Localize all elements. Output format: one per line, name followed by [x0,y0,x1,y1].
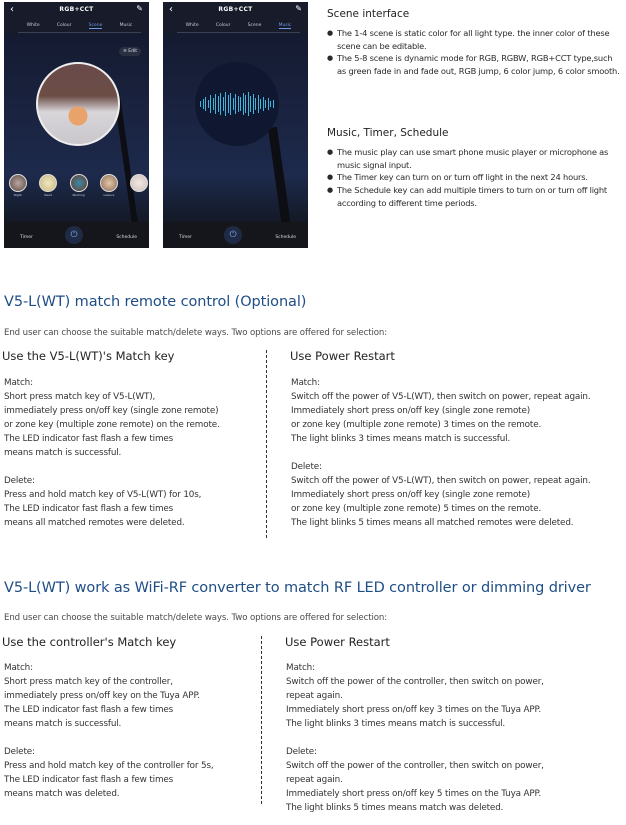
schedule-button[interactable]: Schedule [275,235,296,240]
music-visualizer [195,62,279,146]
match-label: Match: [4,663,33,673]
text-line: or zone key (multiple zone remote) on the remote. [4,420,220,430]
bullet-text: The Schedule key can add multiple timers to turn on or turn off light according to different time periods. [337,185,607,208]
text-line: The light blinks 5 times means all matched remotes were deleted. [291,518,574,528]
pencil-icon[interactable]: ✎ [136,4,143,13]
back-icon[interactable]: ‹ [169,4,173,15]
tab-colour[interactable]: Colour [215,23,231,28]
tab-white[interactable]: White [185,23,199,28]
phone-screenshot-scene [4,2,149,248]
text-line: repeat again. [286,775,343,785]
scene-label: Night [13,193,22,197]
bullet-icon: ● [327,148,334,156]
bullet-item [327,184,623,209]
section-title: V5-L(WT) match remote control (Optional) [4,294,307,310]
text-line: means match is successful. [4,448,122,458]
tab-music[interactable]: Music [278,23,292,28]
text-line: or zone key (multiple zone remote) 5 times on the remote. [291,504,542,514]
match-label: Match: [4,378,33,388]
left-column-text [4,376,264,530]
waveform-bar [263,97,264,111]
phone-title: RGB+CCT [218,6,253,13]
waveform-bar [205,97,206,111]
waveform-bar [255,98,256,110]
power-icon[interactable]: ⏻ [224,226,242,244]
waveform-bar [265,100,266,108]
delete-label: Delete: [291,462,322,472]
waveform-bar [228,95,229,113]
scene-photo [36,62,120,146]
tab-scene[interactable]: Scene [247,23,262,28]
edit-button[interactable] [119,47,141,56]
back-icon[interactable]: ‹ [10,4,14,15]
section-title: V5-L(WT) work as WiFi-RF converter to match RF LED controller or dimming driver [4,580,591,596]
scene-item[interactable] [8,174,27,197]
waveform-bar [220,93,221,115]
waveform-bar [200,101,201,107]
waveform-bar [243,93,244,115]
section-intro: End user can choose the suitable match/delete ways. Two options are offered for selection: [4,613,388,623]
waveform-bar [230,93,231,115]
bullet-item [327,52,623,77]
timer-button[interactable]: Timer [20,235,33,240]
delete-label: Delete: [4,476,35,486]
text-line: The LED indicator fast flash a few times [4,504,174,514]
bullet-icon: ● [327,29,334,37]
right-column-text [286,661,622,815]
waveform-bar [258,95,259,113]
text-line: Short press match key of V5-L(WT), [4,392,156,402]
text-line: repeat again. [286,691,343,701]
text-line: Immediately short press on/off key (single zone remote) [291,406,531,416]
waveform-bar [225,92,226,116]
left-column-text [4,661,259,801]
bullet-item [327,171,623,184]
phone-title: RGB+CCT [59,6,94,13]
scene-item[interactable] [99,174,118,197]
bullet-item [327,27,623,52]
text-line: The light blinks 3 times means match is successful. [291,434,511,444]
text-line: means all matched remotes were deleted. [4,518,185,528]
text-line: Immediately short press on/off key 5 times on the Tuya APP. [286,789,541,799]
pencil-icon[interactable]: ✎ [295,4,302,13]
text-line: Short press match key of the controller, [4,677,173,687]
text-line: immediately press on/off key (single zone remote) [4,406,219,416]
music-waveform [195,92,279,116]
text-line: The LED indicator fast flash a few times [4,705,174,715]
scene-item[interactable] [130,174,149,197]
waveform-bar [218,96,219,112]
bullet-text: The 5-8 scene is dynamic mode for RGB, RGBW, RGB+CCT type,such as green fade in and fade out, RGB jump, 6 color jump, 6 color smooth. [337,53,620,76]
scene-label: Working [72,193,85,197]
waveform-bar [240,97,241,111]
tab-scene[interactable]: Scene [88,23,103,28]
scene-item[interactable] [69,174,88,197]
waveform-bar [223,97,224,111]
scene-label: Read [44,193,52,197]
phone-tabs [177,23,300,33]
text-line: Switch off the power of V5-L(WT), then switch on power, repeat again. [291,392,591,402]
text-line: immediately press on/off key on the Tuya APP. [4,691,200,701]
match-label: Match: [286,663,315,673]
waveform-bar [253,94,254,114]
tab-white[interactable]: White [26,23,40,28]
delete-label: Delete: [286,747,317,757]
waveform-bar [213,98,214,110]
right-column-heading: Use Power Restart [285,635,390,649]
bullet-text: The 1-4 scene is static color for all light type. the inner color of these scene can be editable. [337,28,610,51]
waveform-bar [270,101,271,107]
text-line: Switch off the power of the controller, then switch on power, [286,677,544,687]
tab-music[interactable]: Music [119,23,133,28]
scene-interface-block [327,8,623,77]
scene-item[interactable] [38,174,57,197]
waveform-bar [215,94,216,114]
scene-list [8,174,149,197]
bullet-text: The Timer key can turn on or turn off light in the next 24 hours. [337,172,588,182]
phone-screenshot-music [163,2,308,248]
waveform-bar [208,100,209,108]
text-line: Switch off the power of the controller, then switch on power, [286,761,544,771]
text-line: means match is successful. [4,719,122,729]
delete-label: Delete: [4,747,35,757]
bullet-text: The music play can use smart phone music player or microphone as music signal input. [337,147,609,170]
edit-label: Edit [128,49,137,54]
section-intro: End user can choose the suitable match/delete ways. Two options are offered for selection: [4,328,388,338]
waveform-bar [235,94,236,114]
left-column-heading: Use the V5-L(WT)'s Match key [2,349,175,363]
timer-button[interactable]: Timer [179,235,192,240]
column-divider [261,636,262,804]
waveform-bar [233,98,234,110]
waveform-bar [260,99,261,109]
waveform-bar [273,100,274,108]
waveform-bar [245,95,246,113]
list-icon: ≡ [123,49,127,54]
schedule-button[interactable]: Schedule [116,235,137,240]
text-line: The light blinks 5 times means match was deleted. [286,803,504,813]
right-column-heading: Use Power Restart [290,349,395,363]
tab-colour[interactable]: Colour [56,23,72,28]
waveform-bar [268,98,269,110]
waveform-bar [250,96,251,112]
text-line: Immediately short press on/off key 3 times on the Tuya APP. [286,705,541,715]
bullet-icon: ● [327,186,334,194]
match-label: Match: [291,378,320,388]
music-timer-schedule-block [327,127,623,209]
waveform-bar [238,96,239,112]
text-line: means match was deleted. [4,789,120,799]
text-line: The LED indicator fast flash a few times [4,775,174,785]
waveform-bar [248,92,249,116]
music-timer-schedule-heading: Music, Timer, Schedule [327,127,449,139]
bullet-icon: ● [327,54,334,62]
text-line: Switch off the power of V5-L(WT), then switch on power, repeat again. [291,476,591,486]
waveform-bar [210,95,211,113]
text-line: Press and hold match key of the controller for 5s, [4,761,214,771]
bullet-item [327,146,623,171]
power-icon[interactable]: ⏻ [65,226,83,244]
column-divider [266,350,267,538]
left-column-heading: Use the controller's Match key [2,635,177,649]
text-line: The light blinks 3 times means match is successful. [286,719,506,729]
text-line: Press and hold match key of V5-L(WT) for 10s, [4,490,202,500]
phone-tabs [18,23,141,33]
bullet-icon: ● [327,173,334,181]
text-line: or zone key (multiple zone remote) 3 times on the remote. [291,420,542,430]
right-column-text [291,376,625,530]
text-line: Immediately short press on/off key (single zone remote) [291,490,531,500]
waveform-bar [203,99,204,109]
scene-label: Leisure [103,193,115,197]
scene-interface-heading: Scene interface [327,8,410,20]
text-line: The LED indicator fast flash a few times [4,434,174,444]
